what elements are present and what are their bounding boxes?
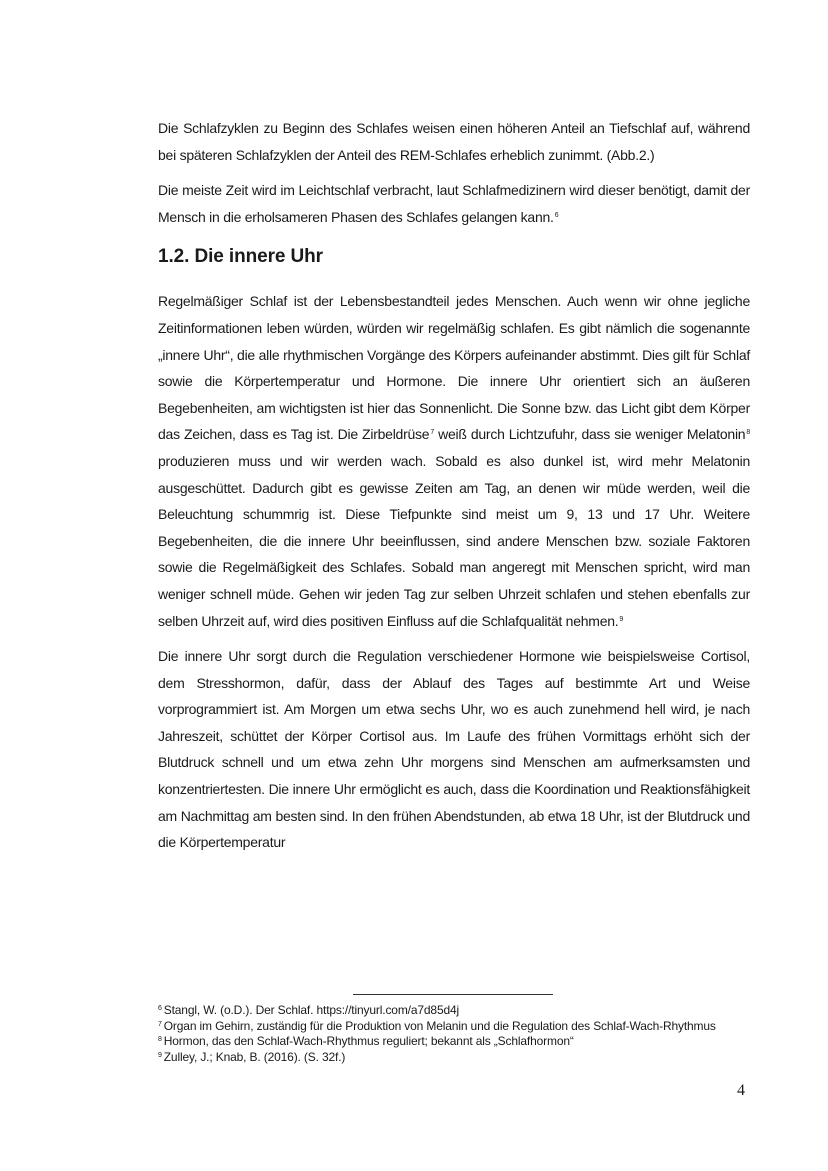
paragraph-text: Die Schlafzyklen zu Beginn des Schlafes weisen einen höheren Anteil an Tiefschlaf auf, während bei späteren Schlafzyklen der Anteil des REM-Schlafes erheblich zunimmt. (Abb.2.): [158, 120, 750, 163]
footnote-ref-8[interactable]: 8: [746, 429, 750, 437]
footnote-number: 6: [158, 1005, 162, 1012]
paragraph-text: Die meiste Zeit wird im Leichtschlaf verbracht, laut Schlafmedizinern wird dieser benötigt, damit der Mensch in die erholsameren Phasen des Schlafes gelangen kann.: [158, 182, 750, 225]
footnote-text: Zulley, J.; Knab, B. (2016). (S. 32f.): [163, 1049, 346, 1064]
footnote-text: Organ im Gehirn, zuständig für die Produktion von Melanin und die Regulation des Schlaf-Wach-Rhythmus: [163, 1018, 716, 1033]
footnote-6: [158, 1003, 750, 1019]
paragraph-text: Die innere Uhr sorgt durch die Regulation verschiedener Hormone wie beispielsweise Cortisol, dem Stresshormon, dafür, dass der Ablauf des Tages auf bestimmte Art und Weise vorprogrammiert ist. Am Morgen um etwa sechs Uhr, wo es auch zunehmend hell wird, je nach Jahreszeit, schüttet der Körper Cortisol aus. Im Laufe des frühen Vormittags erhöht sich der Blutdruck schnell und um etwa zehn Uhr morgens sind Menschen am aufmerksamsten und konzentriertesten. Die innere Uhr ermöglicht es auch, dass die Koordination und Reaktionsfähigkeit am Nachmittag am besten sind. In den frühen Abendstunden, ab etwa 18 Uhr, ist der Blutdruck und die Körpertemperatur: [158, 648, 750, 851]
paragraph-text: Regelmäßiger Schlaf ist der Lebensbestandteil jedes Menschen. Auch wenn wir ohne jegliche Zeitinformationen leben würden, würden wir regelmäßig schlafen. Es gibt nämlich die sogenannte „innere Uhr“, die alle rhythmischen Vorgänge des Körpers aufeinander abstimmt. Dies gilt für Schlaf sowie die Körpertemperatur und Hormone. Die innere Uhr orientiert sich an äußeren Begebenheiten, am wichtigsten ist hier das Sonnenlicht. Die Sonne bzw. das Licht gibt dem Körper das Zeichen, dass es Tag ist. Die Zirbeldrüse: [158, 293, 750, 443]
footnote-number: 8: [158, 1036, 162, 1043]
footnote-number: 7: [158, 1020, 162, 1028]
footnote-8: [158, 1034, 750, 1050]
footnote-ref-7[interactable]: 7: [430, 429, 434, 437]
paragraph-light-sleep: [158, 177, 750, 230]
footnote-text: Stangl, W. (o.D.). Der Schlaf. https://tinyurl.com/a7d85d4j: [163, 1003, 460, 1017]
paragraph-text: produzieren muss und wir werden wach. Sobald es also dunkel ist, wird mehr Melatonin ausgeschüttet. Dadurch gibt es gewisse Zeiten am Tag, an denen wir müde werden, weil die Beleuchtung schummrig ist. Diese Tiefpunkte sind meist um 9, 13 und 17 Uhr. Weitere Begebenheiten, die die innere Uhr beeinflussen, sind andere Menschen bzw. soziale Faktoren sowie die Regelmäßigkeit des Schlafes. Sobald man angeregt mit Menschen spricht, wird man weniger schnell müde. Gehen wir jeden Tag zur selben Uhrzeit schlafen und stehen ebenfalls zur selben Uhrzeit auf, wird dies positiven Einfluss auf die Schlafqualität nehmen.: [158, 452, 750, 629]
paragraph-text: weiß durch Lichtzufuhr, dass sie weniger Melatonin: [434, 426, 746, 443]
paragraph-inner-clock: [158, 288, 750, 634]
footnote-number: 9: [158, 1051, 162, 1059]
footnote-text: Hormon, das den Schlaf-Wach-Rhythmus reguliert; bekannt als „Schlafhormon“: [163, 1034, 574, 1048]
paragraph-hormones: [158, 643, 750, 856]
footnote-9: [158, 1050, 750, 1066]
footnote-7: [158, 1019, 750, 1035]
paragraph-sleep-cycles: [158, 115, 750, 168]
section-heading: 1.2. Die innere Uhr: [158, 246, 323, 268]
body-text: [158, 115, 750, 856]
footnote-ref-9[interactable]: 9: [619, 615, 624, 623]
footnote-separator: [353, 994, 553, 995]
footnote-ref-6[interactable]: 6: [554, 211, 559, 219]
page-number: 4: [737, 1082, 745, 1099]
footnotes: [158, 1003, 750, 1065]
